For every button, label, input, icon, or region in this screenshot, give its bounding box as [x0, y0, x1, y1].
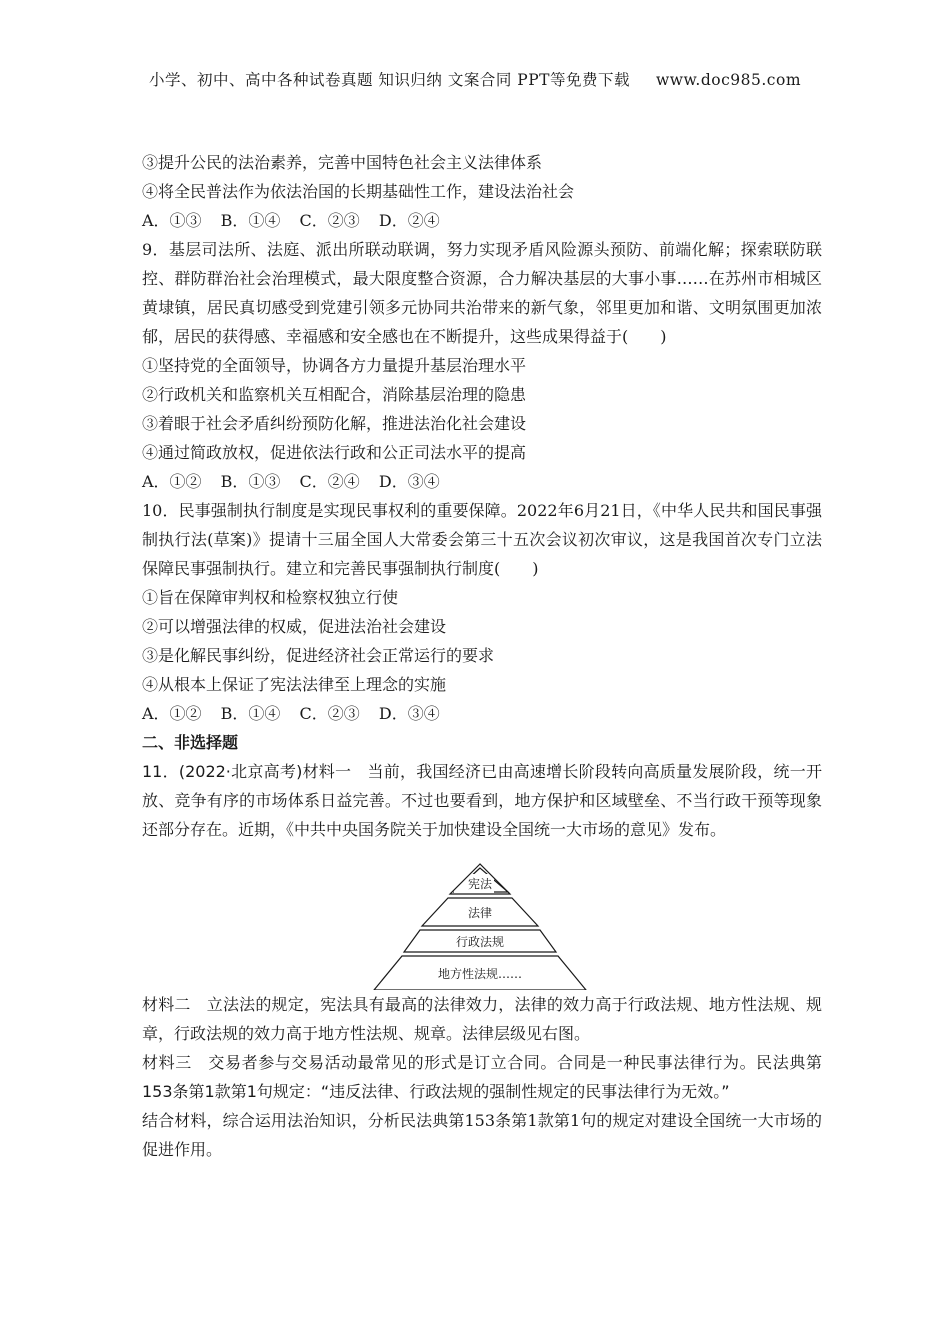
q11-task: 结合材料，综合运用法治知识，分析民法典第153条第1款第1句的规定对建设全国统一大市场的促进作用。: [142, 1111, 822, 1159]
q10-option-2: ②可以增强法律的权威，促进法治社会建设: [142, 617, 447, 636]
q9-option-2: ②行政机关和监察机关互相配合，消除基层治理的隐患: [142, 385, 527, 404]
q8-option-3: ③提升公民的法治素养，完善中国特色社会主义法律体系: [142, 153, 543, 172]
q10-choice-a: A．①②: [142, 704, 202, 723]
q10-option-3: ③是化解民事纠纷，促进经济社会正常运行的要求: [142, 646, 495, 665]
q9-choices: [142, 467, 822, 496]
q10-choices: [142, 699, 822, 728]
pyramid-tier-2-label: 法律: [467, 906, 493, 920]
q11-material-2: 材料二 立法法的规定，宪法具有最高的法律效力，法律的效力高于行政法规、地方性法规、规章，行政法规的效力高于地方性法规、规章。法律层级见右图。: [142, 995, 822, 1043]
pyramid-svg: [142, 850, 822, 990]
q10-choice-c: C．②③: [299, 704, 360, 723]
q10-choice-b: B．①④: [220, 704, 281, 723]
q9-choice-d: D．③④: [378, 472, 440, 491]
q9-option-4: ④通过简政放权，促进依法行政和公正司法水平的提高: [142, 443, 527, 462]
q8-choice-c: C．②③: [299, 211, 360, 230]
header-text: 小学、初中、高中各种试卷真题 知识归纳 文案合同 PPT等免费下载: [148, 71, 630, 89]
page-header: [0, 68, 950, 90]
q8-choice-a: A．①③: [142, 211, 202, 230]
header-url[interactable]: www.doc985.com: [655, 71, 802, 89]
q8-choice-b: B．①④: [220, 211, 281, 230]
q9-option-1: ①坚持党的全面领导，协调各方力量提升基层治理水平: [142, 356, 527, 375]
q10-stem: 10．民事强制执行制度是实现民事权利的重要保障。2022年6月21日，《中华人民共和国民事强制执行法(草案)》提请十三届全国人大常委会第三十五次会议初次审议，这是我国首次专门立法保障民事强制执行。建立和完善民事强制执行制度( ): [142, 501, 822, 578]
q9-stem: 9．基层司法所、法庭、派出所联动联调，努力实现矛盾风险源头预防、前端化解；探索联防联控、群防群治社会治理模式，最大限度整合资源，合力解决基层的大事小事……在苏州市相城区黄埭镇，居民真切感受到党建引领多元协同共治带来的新气象，邻里更加和谐、文明氛围更加浓郁，居民的获得感、幸福感和安全感也在不断提升，这些成果得益于( ): [142, 240, 822, 346]
q10-choice-d: D．③④: [378, 704, 440, 723]
q8-choice-d: D．②④: [378, 211, 440, 230]
pyramid-tier-4-label: 地方性法规……: [437, 967, 523, 981]
q10-option-1: ①旨在保障审判权和检察权独立行使: [142, 588, 399, 607]
section-title-non-choice: 二、非选择题: [142, 733, 239, 752]
q9-choice-c: C．②④: [299, 472, 360, 491]
q9-choice-a: A．①②: [142, 472, 202, 491]
q9-choice-b: B．①③: [220, 472, 281, 491]
q9-option-3: ③着眼于社会矛盾纠纷预防化解，推进法治化社会建设: [142, 414, 527, 433]
q11-material-1: 11．(2022·北京高考)材料一 当前，我国经济已由高速增长阶段转向高质量发展阶段，统一开放、竞争有序的市场体系日益完善。不过也要看到，地方保护和区域壁垒、不当行政干预等现象还部分存在。近期，《中共中央国务院关于加快建设全国统一大市场的意见》发布。: [142, 762, 822, 839]
q8-option-4: ④将全民普法作为依法治国的长期基础性工作，建设法治社会: [142, 182, 575, 201]
q11-material-3: 材料三 交易者参与交易活动最常见的形式是订立合同。合同是一种民事法律行为。民法典第153条第1款第1句规定：“违反法律、行政法规的强制性规定的民事法律行为无效。”: [142, 1053, 822, 1101]
pyramid-tier-1-label: 宪法: [467, 877, 493, 891]
law-hierarchy-pyramid: [142, 850, 822, 990]
pyramid-tier-3-label: 行政法规: [455, 935, 505, 949]
q8-choices: [142, 206, 822, 235]
q10-option-4: ④从根本上保证了宪法法律至上理念的实施: [142, 675, 447, 694]
document-body: [142, 148, 822, 1164]
